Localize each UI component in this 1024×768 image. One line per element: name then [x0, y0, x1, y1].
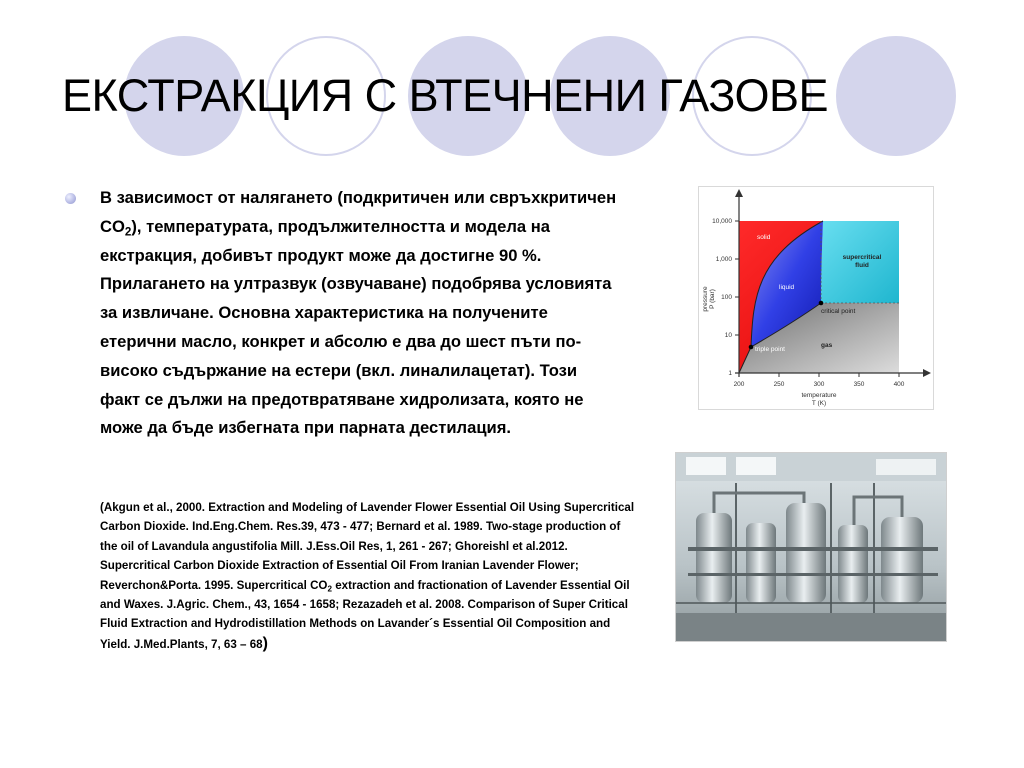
ytick-label: 100 [721, 294, 732, 301]
xlabel-line1: temperature [801, 392, 837, 399]
decor-circle-6 [836, 36, 956, 156]
phase-diagram [698, 186, 934, 410]
ytick-label: 10,000 [712, 218, 732, 225]
references-closing: ) [262, 634, 268, 652]
phase-diagram-svg [699, 187, 933, 409]
label-supercritical-line2: fluid [855, 262, 869, 269]
x-axis-arrow [923, 369, 931, 377]
references-part-2: extraction and fractionation of Lavender Essential Oil and Waxes. J.Agric. Chem., 43, 1654 - 1658; Rezazadeh et al. 2008. Comparison of Super Critical Fluid Extraction and Hydrodistillation Methods on Lavander´s Essential Oil Composition and Yield. J.Med.Plants, 7, 63 – 68 [100, 578, 630, 651]
body-text-part-2: ), температурата, продължителността и модела на екстракция, добивът продукт може да достигне 90 %. Прилагането на ултразвук (озвучаване) подобрява условията за извличане. Основна характеристика на получените етерични масло, конкрет и абсолю е два до шест пъти по-високо съдържание на естери (вкл. линалилацетат). Този факт се дължи на предотвратяване хидролизата, която не може да бъде избегната при парната дестилация. [100, 216, 612, 438]
ylabel-line2: P (bar) [709, 289, 716, 309]
xtick-label: 400 [893, 381, 905, 388]
ytick-label: 1 [728, 370, 732, 377]
bullet-icon [65, 193, 76, 204]
ytick-label: 10 [724, 332, 732, 339]
label-triple-point: triple point [755, 346, 785, 353]
references-subscript: 2 [327, 584, 332, 594]
industrial-extraction-plant-icon [676, 453, 946, 641]
body-subscript: 2 [124, 225, 132, 239]
references-part-1: (Akgun et al., 2000. Extraction and Modeling of Lavender Flower Essential Oil Using Supercritical Carbon Dioxide. Ind.Eng.Chem. Res.39, 473 - 477; Bernard et al. 1989. Two-stage production of the oil of Lavandula angustifolia Mill. J.Ess.Oil Res, 1, 261 - 267; Ghoreishl et al.2012. Supercritical Carbon Dioxide Extraction of Essential Oil From Iranian Lavender Flower; Reverchon&Porta. 1995. Supercritical CO [100, 501, 635, 592]
xtick-label: 250 [773, 381, 785, 388]
label-critical-point: critical point [821, 308, 856, 315]
label-solid: solid [757, 234, 771, 241]
triple-point-marker [749, 345, 754, 350]
y-axis-arrow [735, 189, 743, 197]
label-gas: gas [821, 342, 833, 349]
slide-title: ЕКСТРАКЦИЯ С ВТЕЧНЕНИ ГАЗОВЕ [62, 70, 829, 121]
body-paragraph [100, 184, 620, 443]
references [100, 498, 640, 654]
ylabel-line1: pressure [702, 286, 709, 312]
xtick-label: 200 [733, 381, 745, 388]
xlabel-line2: T (K) [811, 400, 827, 407]
ytick-label: 1,000 [715, 256, 732, 263]
body-text-part-1: В зависимост от налягането (подкритичен или свръхкритичен CO [100, 188, 617, 236]
label-supercritical-line1: supercritical [842, 254, 882, 261]
critical-point-marker [819, 301, 824, 306]
label-liquid: liquid [779, 284, 795, 291]
extraction-plant-photo [675, 452, 947, 642]
xtick-label: 350 [853, 381, 865, 388]
xtick-label: 300 [813, 381, 825, 388]
